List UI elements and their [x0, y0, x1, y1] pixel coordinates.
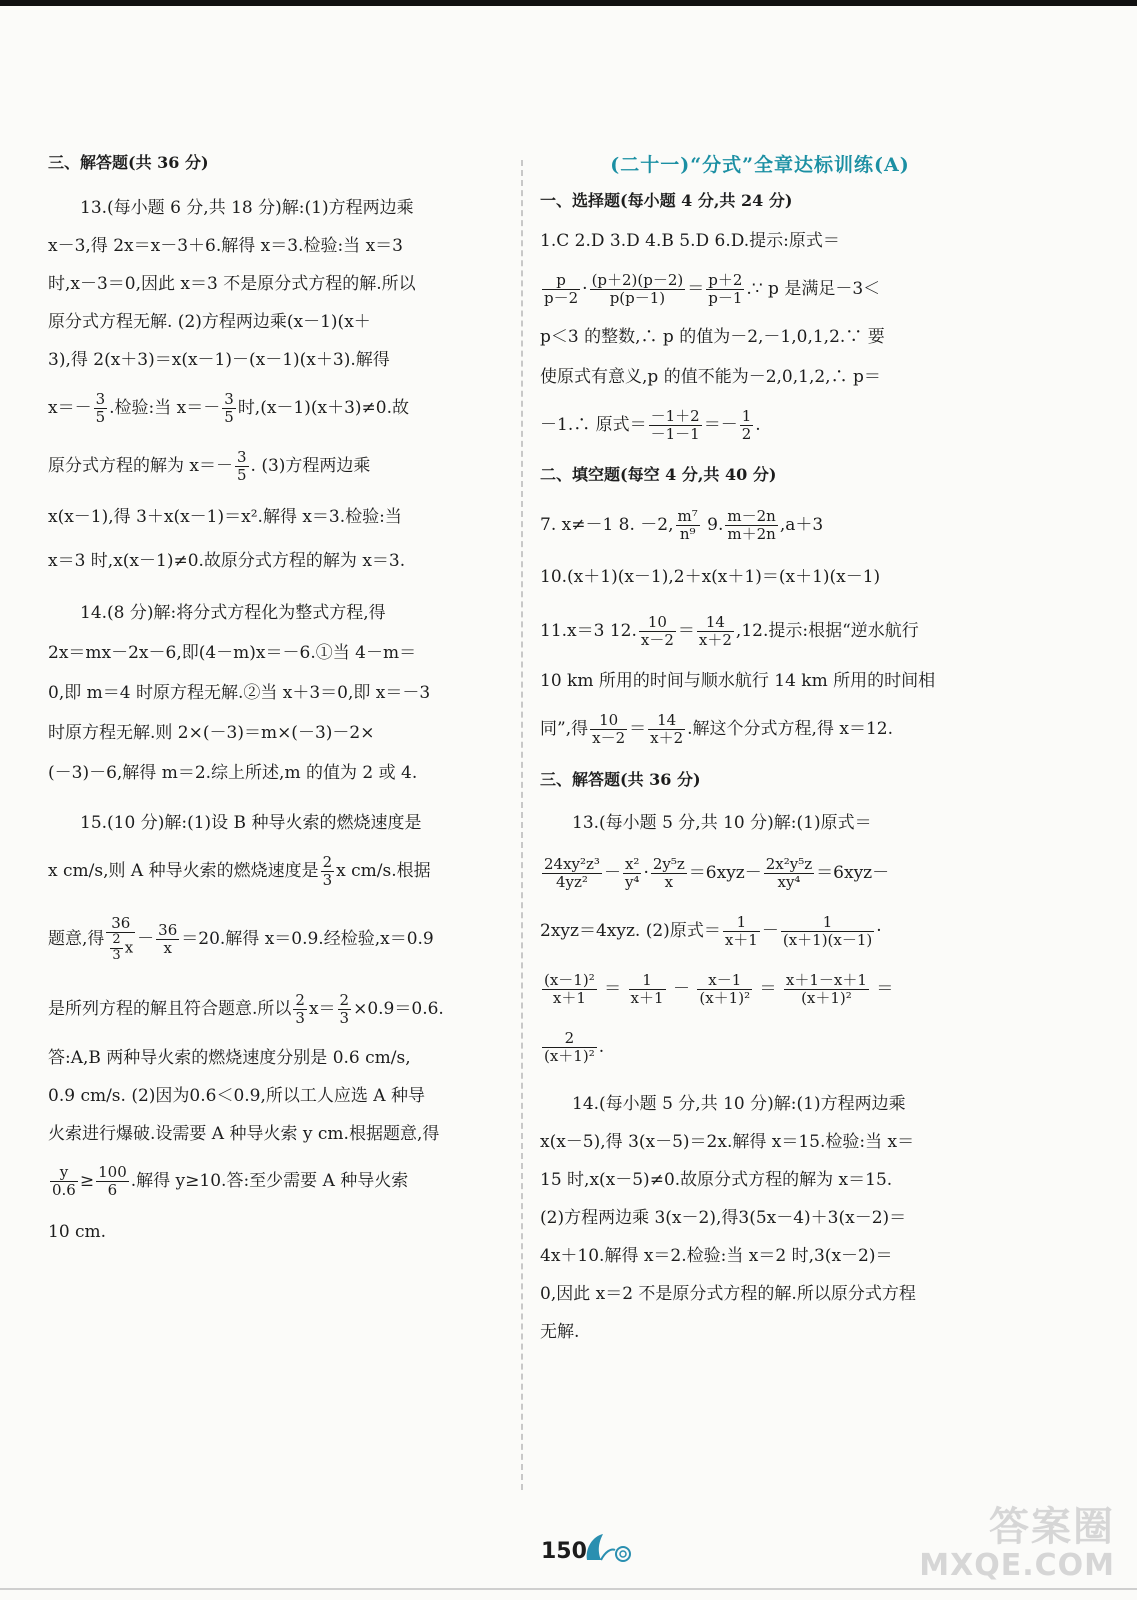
text-line: $\frac{\text{(x－1)²}}{x+1}$ ＝ $\frac{1}{x+1}$ － $\frac{x-1}{\text{(x＋1)²}}$ ＝ $\frac{x+1-x+1}{\text{(x＋1)²}}$ ＝	[544, 970, 894, 1007]
fraction: $\frac{m-2n}{m+2n}$	[727, 506, 776, 543]
fraction: $\frac{10}{x-2}$	[640, 612, 674, 649]
fraction: $\frac{\text{x²}}{\text{y⁴}}$	[624, 854, 640, 891]
text-line: 0,即 m＝4 时原方程无解.②当 x＋3＝0,即 x＝－3	[48, 683, 431, 703]
text-line: 原分式方程的解为 x＝－ $\frac{3}{5}$ . (3)方程两边乘	[48, 447, 371, 484]
fraction: $\frac{2}{3}$	[339, 990, 350, 1027]
text-line: x cm/s,则 A 种导火索的燃烧速度是 $\frac{2}{3}$ x cm/s.根据	[48, 852, 431, 889]
text-line: 7. x≠－1 8. －2, $\frac{\text{m⁷}}{\text{n⁹}}$ 9. $\frac{m-2n}{m+2n}$ ,a＋3	[540, 506, 824, 543]
fraction: $\frac{3}{5}$	[224, 389, 234, 426]
fraction: $\frac{10}{x-2}$	[592, 710, 626, 747]
text-line: 2x＝mx－2x－6,即(4－m)x＝－6.①当 4－m＝	[48, 643, 417, 663]
text-line: 答:A,B 两种导火索的燃烧速度分别是 0.6 cm/s,	[48, 1048, 411, 1068]
fraction: $\frac{x-1}{\text{(x＋1)²}}$	[699, 970, 751, 1007]
text-line: 题意,得 36 $\frac{2}{3}$ x － $\frac{36}{x}$ ＝20.解得 x＝0.9.经检验,x＝0.9	[48, 913, 434, 964]
text-line: 无解.	[540, 1322, 580, 1342]
text-line: $\frac{p}{p-2}$ · $\frac{(p+2)(p-2)}{p(p-1)}$ ＝ $\frac{p+2}{p-1}$ .∵ p 是满足－3＜	[544, 270, 881, 307]
text-line: 14.(每小题 5 分,共 10 分)解:(1)方程两边乘	[572, 1094, 906, 1114]
text-line: 10 cm.	[48, 1222, 107, 1242]
fraction: $\frac{p+2}{p-1}$	[708, 270, 743, 307]
text-line: 10.(x＋1)(x－1),2＋x(x＋1)＝(x＋1)(x－1)	[540, 567, 881, 587]
page-number: 150	[541, 1539, 587, 1564]
fraction: $\frac{14}{x+2}$	[698, 612, 732, 649]
text-line: 13.(每小题 5 分,共 10 分)解:(1)原式＝	[572, 813, 872, 833]
fraction: $\frac{y}{0.6}$	[52, 1162, 76, 1199]
question-13	[48, 189, 498, 379]
text-line: 使原式有意义,p 的值不能为－2,0,1,2,∴ p＝	[540, 367, 881, 387]
text-line: 10 km 所用的时间与顺水航行 14 km 所用的时间相	[540, 671, 936, 691]
question-14	[48, 593, 498, 793]
text-line: 0.9 cm/s. (2)因为0.6＜0.9,所以工人应选 A 种导	[48, 1086, 425, 1106]
text-line: 4x＋10.解得 x＝2.检验:当 x＝2 时,3(x－2)＝	[540, 1246, 893, 1266]
top-border	[0, 0, 1137, 6]
text-line: x－3,得 2x＝x－3＋6.解得 x＝3.检验:当 x＝3	[48, 236, 403, 256]
text-line: －1.∴ 原式＝ $\frac{-1+2}{-1-1}$ ＝－ $\frac{1}{2}$ .	[540, 406, 761, 443]
fraction: $\frac{\text{2x²y⁵z}}{\text{xy⁴}}$	[765, 854, 813, 891]
watermark: 答案圈 MXQE.COM	[919, 1504, 1115, 1583]
question-15	[48, 803, 498, 1255]
fraction: $\frac{\text{24xy²z³}}{\text{4yz²}}$	[544, 854, 600, 891]
fraction: $\frac{x+1-x+1}{\text{(x＋1)²}}$	[785, 970, 867, 1007]
fraction: $\frac{3}{5}$	[237, 447, 247, 484]
text-line: x＝3 时,x(x－1)≠0.故原分式方程的解为 x＝3.	[48, 551, 406, 571]
text-line: 原分式方程无解. (2)方程两边乘(x－1)(x＋	[48, 312, 371, 332]
fraction: $\frac{\text{m⁷}}{\text{n⁹}}$	[677, 506, 698, 543]
text-line: 同”,得 $\frac{10}{x-2}$ ＝ $\frac{14}{x+2}$ .解这个分式方程,得 x＝12.	[540, 710, 893, 747]
fraction: $\frac{(p+2)(p-2)}{p(p-1)}$	[591, 270, 684, 307]
text-line: 0,因此 x＝2 不是原分式方程的解.所以原分式方程	[540, 1284, 916, 1304]
fraction: $\frac{14}{x+2}$	[650, 710, 684, 747]
text-line: 13.(每小题 6 分,共 18 分)解:(1)方程两边乘	[80, 198, 414, 218]
left-column	[48, 150, 498, 1255]
fraction: $\frac{1}{x+1}$	[724, 912, 758, 949]
text-line: 15.(10 分)解:(1)设 B 种导火索的燃烧速度是	[80, 813, 422, 833]
text-line: 2xyz＝4xyz. (2)原式＝ $\frac{1}{x+1}$ － $\frac{1}{(x+1)(x-1)}$ ·	[540, 912, 882, 949]
text-line: 时原方程无解.则 2×(－3)＝m×(－3)－2×	[48, 723, 375, 743]
column-divider	[521, 160, 523, 1490]
fraction: $\frac{p}{p-2}$	[544, 270, 579, 307]
section-heading: 二、填空题(每空 4 分,共 40 分)	[540, 465, 777, 484]
fraction: $\frac{2}{\text{(x＋1)²}}$	[544, 1028, 595, 1065]
question-14-right	[540, 1085, 980, 1351]
text-line: (2)方程两边乘 3(x－2),得3(5x－4)＋3(x－2)＝	[540, 1208, 907, 1228]
fraction: $\frac{3}{5}$	[95, 389, 106, 426]
text-line: x(x－1),得 3＋x(x－1)＝x².解得 x＝3.检验:当	[48, 507, 402, 527]
text-line: 是所列方程的解且符合题意.所以 $\frac{2}{3}$ x＝ $\frac{2}{3}$ ×0.9＝0.6.	[48, 990, 444, 1027]
section-heading: 一、选择题(每小题 4 分,共 24 分)	[540, 191, 793, 210]
right-column	[540, 150, 980, 1351]
fraction: $\frac{\text{(x－1)²}}{x+1}$	[544, 970, 595, 1007]
text-line: 14.(8 分)解:将分式方程化为整式方程,得	[80, 603, 386, 623]
fraction: $\frac{1}{x+1}$	[630, 970, 664, 1007]
text-line: 3),得 2(x＋3)＝x(x－1)－(x－1)(x＋3).解得	[48, 350, 390, 370]
text-line: x(x－5),得 3(x－5)＝2x.解得 x＝15.检验:当 x＝	[540, 1132, 915, 1152]
text-line: $\frac{y}{0.6}$ ≥ $\frac{100}{6}$ .解得 y≥10.答:至少需要 A 种导火索	[52, 1162, 409, 1199]
chapter-title: (二十一)“分式”全章达标训练(A)	[610, 154, 910, 176]
fraction: $\frac{-1+2}{-1-1}$	[650, 406, 700, 443]
section-heading: 三、解答题(共 36 分)	[48, 153, 209, 172]
text-line: 11.x＝3 12. $\frac{10}{x-2}$ ＝ $\frac{14}{x+2}$ ,12.提示:根据“逆水航行	[540, 612, 919, 649]
section-heading: 三、解答题(共 36 分)	[540, 770, 701, 789]
text-line: (－3)－6,解得 m＝2.综上所述,m 的值为 2 或 4.	[48, 763, 418, 783]
complex-fraction: 36 $\frac{2}{3}$ x	[106, 915, 135, 964]
bottom-border	[0, 1588, 1137, 1590]
text-line: p＜3 的整数,∴ p 的值为－2,－1,0,1,2.∵ 要	[540, 327, 885, 347]
fraction: $\frac{\text{2y⁵z}}{x}$	[652, 854, 685, 891]
text-line: $\frac{\text{24xy²z³}}{\text{4yz²}}$ － $\frac{\text{x²}}{\text{y⁴}}$ · $\frac{\text{2y⁵z}}{x}$ ＝6xyz－ $\frac{\text{2x²y⁵z}}{\text{xy⁴}}$ ＝6xyz－	[544, 854, 890, 891]
leaf-ornament-icon	[581, 1530, 637, 1566]
fraction: $\frac{1}{2}$	[741, 406, 752, 443]
fraction: $\frac{100}{6}$	[98, 1162, 127, 1199]
fraction: $\frac{1}{(x+1)(x-1)}$	[782, 912, 873, 949]
text-line: 时,x－3＝0,因此 x＝3 不是原分式方程的解.所以	[48, 274, 416, 294]
text-line: $\frac{2}{\text{(x＋1)²}}$ .	[544, 1028, 605, 1065]
text-line: x＝－ $\frac{3}{5}$ .检验:当 x＝－ $\frac{3}{5}$ 时,(x－1)(x＋3)≠0.故	[48, 389, 410, 426]
fraction: $\frac{2}{3}$	[322, 852, 333, 889]
text-line: 火索进行爆破.设需要 A 种导火索 y cm.根据题意,得	[48, 1124, 440, 1144]
multiple-choice-answers: 1.C 2.D 3.D 4.B 5.D 6.D.提示:原式＝	[540, 231, 840, 251]
fraction: $\frac{36}{x}$	[158, 920, 178, 957]
fraction: $\frac{2}{3}$	[295, 990, 305, 1027]
text-line: 15 时,x(x－5)≠0.故原分式方程的解为 x＝15.	[540, 1170, 893, 1190]
